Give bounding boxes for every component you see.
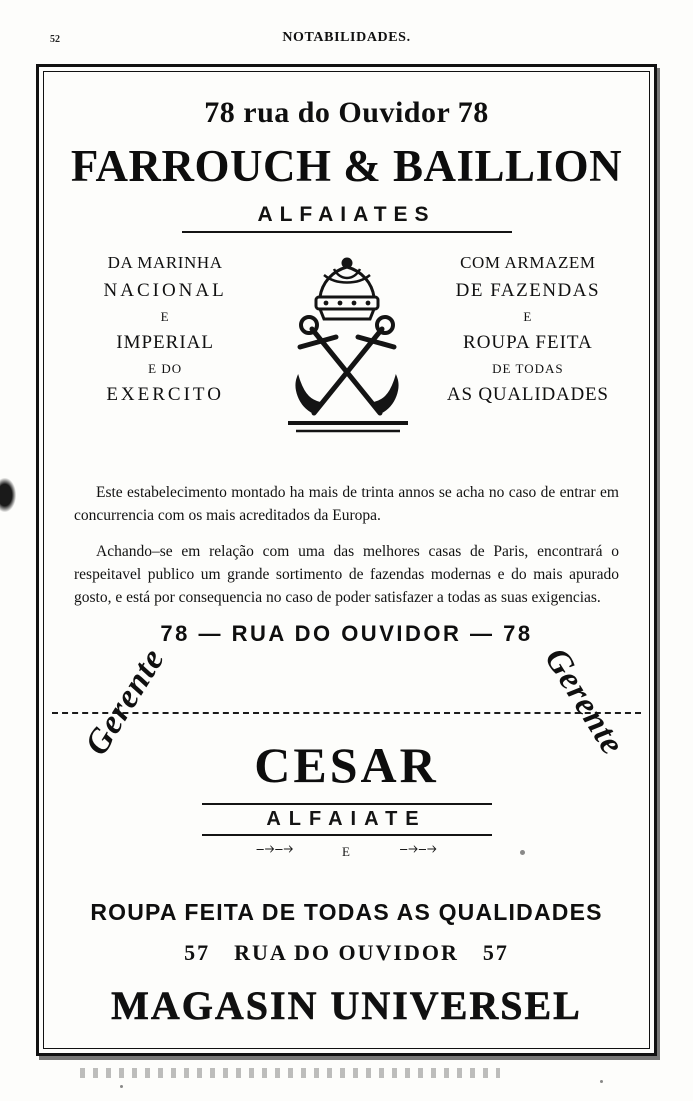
cesar-street-number-right: 57 [482, 940, 509, 965]
cesar-street-line [44, 940, 649, 966]
top-street-heading: 78 rua do Ouvidor 78 [204, 96, 489, 129]
top-street-footer: 78 — RUA DO OUVIDOR — 78 [160, 621, 533, 647]
magasin-universel-heading: MAGASIN UNIVERSEL [111, 983, 582, 1028]
cesar-street-name: RUA DO OUVIDOR [234, 940, 459, 965]
cesar-heading-row [44, 641, 649, 893]
left-credentials-column [72, 253, 258, 406]
trade-subtitle: ALFAIATES [44, 203, 649, 227]
right-line-4: ROUPA FEITA [463, 332, 593, 353]
gerente-left-label: Gerente [78, 641, 173, 762]
right-line-1: COM ARMAZEM [460, 253, 596, 272]
advertisement-body-text [74, 481, 619, 609]
advertisement-farrouch-baillion [44, 72, 649, 712]
page-folio-number: 52 [50, 34, 60, 45]
left-line-1: DA MARINHA [107, 253, 223, 272]
body-paragraph-2: Achando–se em relação com uma das melhores casas de Paris, encontrará o respeitavel publico um grande sortimento de fazendas modernas e do mais apurado gosto, e está por consequencia no caso de poder satisfazer a todas as suas exigencias. [74, 542, 619, 606]
advertisement-frame [36, 64, 657, 1056]
left-line-6: EXERCITO [106, 384, 224, 405]
advertisement-cesar [44, 641, 649, 1048]
page-bottom-smudge [80, 1068, 500, 1078]
cesar-goods-line: ROUPA FEITA DE TODAS AS QUALIDADES [90, 899, 603, 925]
cesar-street-number-left: 57 [184, 940, 211, 965]
firm-name-heading: FARROUCH & BAILLION [70, 141, 623, 191]
crown-and-crossed-anchors-icon [262, 255, 432, 455]
right-goods-column [435, 253, 621, 406]
paper-speck [120, 1085, 123, 1088]
cesar-trade-subtitle: ALFAIATE [44, 808, 649, 831]
right-line-2: DE FAZENDAS [455, 280, 601, 301]
ink-blot-mark [0, 478, 16, 512]
emblem-row [44, 253, 649, 455]
advertisement-inner-border [43, 71, 650, 1049]
right-line-3: E [523, 309, 533, 324]
emblem-container [258, 253, 434, 455]
left-line-5: E DO [148, 361, 183, 376]
running-head: NOTABILIDADES. [282, 30, 411, 45]
left-line-3: E [160, 309, 170, 324]
cesar-conjunction: E [342, 844, 351, 859]
flourish-right-ornament: ⤍⤍ [399, 838, 437, 858]
gerente-right-label: Gerente [536, 641, 631, 762]
body-paragraph-1: Este estabelecimento montado ha mais de trinta annos se acha no caso de entrar em concurrencia com os mais acreditados da Europa. [74, 484, 619, 525]
cesar-name-heading: CESAR [254, 737, 439, 793]
flourish-left-ornament: ⤍⤍ [256, 838, 294, 858]
left-line-4: IMPERIAL [116, 332, 214, 353]
right-line-6: AS QUALIDADES [446, 384, 609, 405]
paper-speck [520, 850, 525, 855]
right-line-5: DE TODAS [492, 361, 564, 376]
paper-speck [600, 1080, 603, 1083]
left-line-2: NACIONAL [103, 280, 227, 301]
